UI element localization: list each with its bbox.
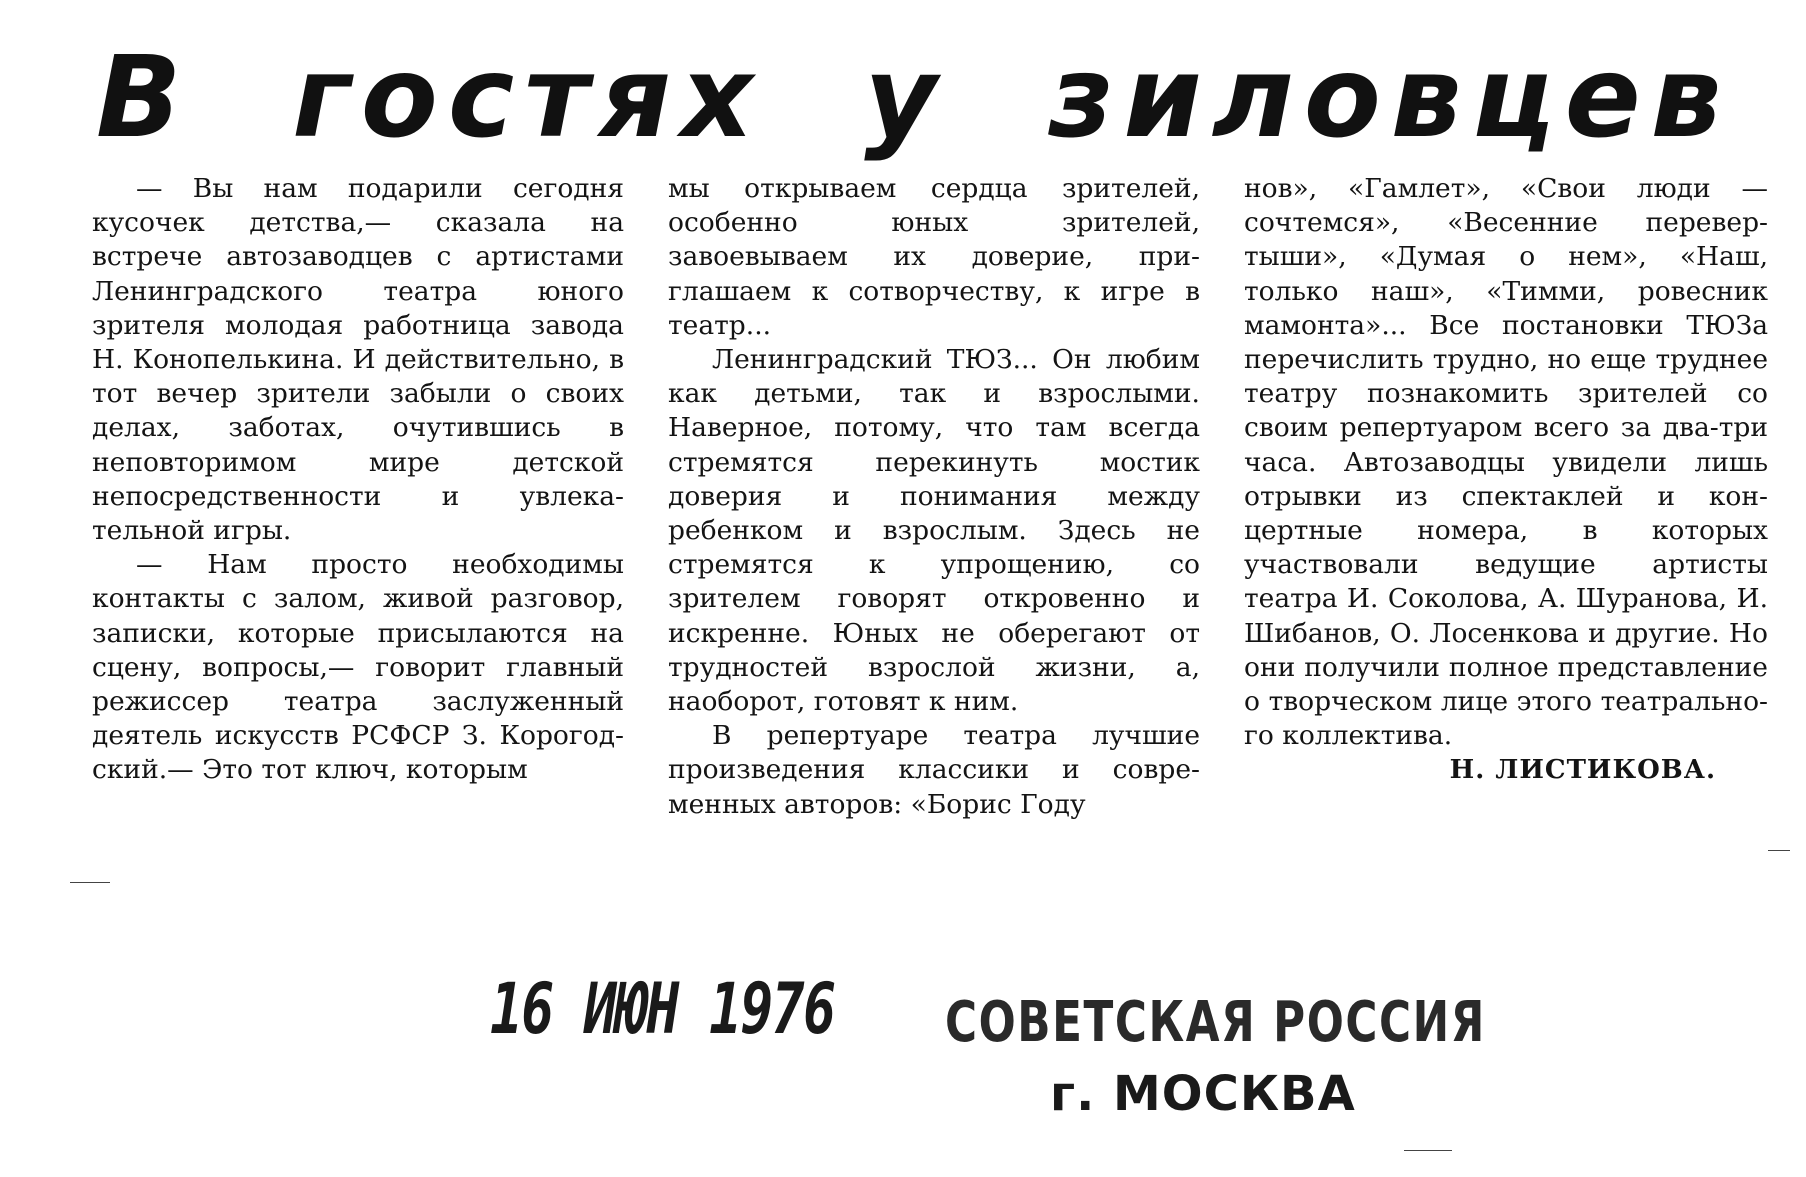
paragraph: Ленинградский ТЮЗ... Он любим как детьми, так и взрослыми. Наверное, потому, что там всегда стремятся перекинуть мостик доверия и понимания между ребенком и взрослым. Здесь не стремятся к упрощению, со зрителем говорят откровенно и искренне. Юных не оберегают от трудностей взрослой жизни, а, наоборот, готовят к ним. — [668, 344, 1200, 718]
article-column-2 — [668, 172, 1200, 822]
paragraph: мы открываем сердца зрителей, особенно юных зрителей, завоевываем их доверие, приглашаем к сотворчеству, к игре в театр... — [668, 173, 1200, 341]
scan-speck — [70, 882, 110, 883]
article-column-3 — [1244, 172, 1768, 788]
paragraph: — Вы нам подарили сегодня кусочек детства,— сказала на встрече автозаводцев с артистами Ленинградского театра юного зрителя молодая работница завода Н. Конопелькина. И действительно, в тот вечер зрители забыли о своих делах, заботах, очутившись в неповторимом мире детской непосредственности и увлекательной игры. — [92, 173, 624, 547]
city-stamp: г. МОСКВА — [1050, 1066, 1356, 1122]
paragraph: В репертуаре театра лучшие произведения классики и современных авторов: «Борис Году — [668, 720, 1200, 820]
paragraph: — Нам просто необходимы контакты с залом, живой разговор, записки, которые присылаются на сцену, вопросы,— говорит главный режиссер театра заслуженный деятель искусств РСФСР З. Корогодский.— Это тот ключ, которым — [92, 549, 624, 786]
author-signature: Н. ЛИСТИКОВА. — [1449, 755, 1716, 786]
date-stamp: 16 ИЮН 1976 — [490, 968, 835, 1050]
article-column-1 — [92, 172, 624, 788]
headline: В гостях у зиловцев — [96, 33, 1732, 163]
paragraph: нов», «Гамлет», «Свои люди — сочтемся», «Весенние перевертыши», «Думая о нем», «Наш, только наш», «Тимми, ровесник мамонта»... Все постановки ТЮЗа перечислить трудно, но еще труднее театру познакомить зрителей со своим репертуаром всего за два-три часа. Автозаводцы увидели лишь отрывки из спектаклей и концертные номера, в которых участвовали ведущие артисты театра И. Соколова, А. Шуранова, И. Шибанов, О. Лосенкова и другие. Но они получили полное представление о творческом лице этого театрального коллектива. — [1244, 173, 1768, 752]
publication-stamp: СОВЕТСКАЯ РОССИЯ — [945, 990, 1486, 1055]
scan-speck — [1768, 850, 1790, 851]
scan-speck — [1404, 1150, 1452, 1151]
